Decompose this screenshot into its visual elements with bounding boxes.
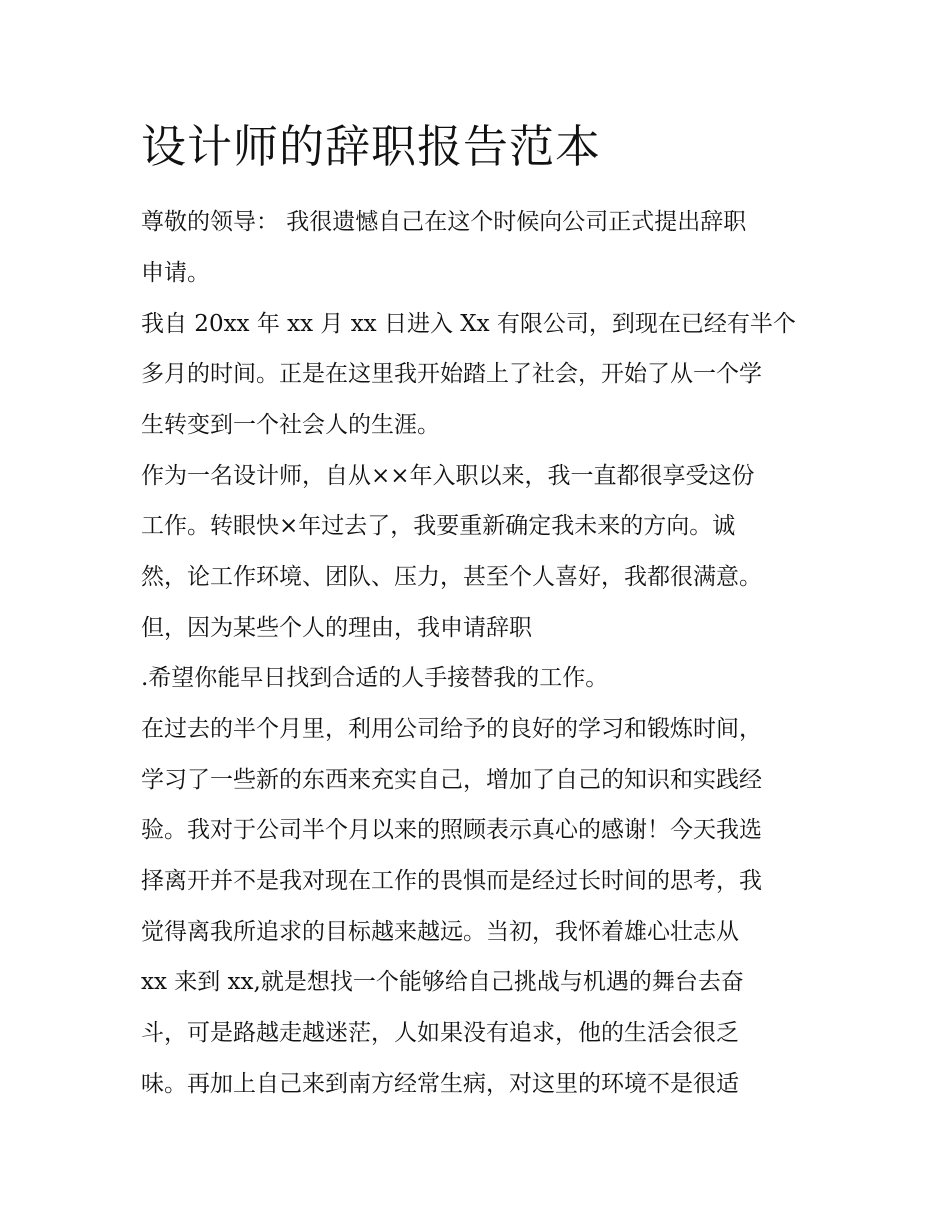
body-line: 然，论工作环境、团队、压力，甚至个人喜好，我都很满意。 [141,564,762,590]
body-line: 验。我对于公司半个月以来的照顾表示真心的感谢！今天我选 [141,817,762,843]
body-line: 但，因为某些个人的理由，我申请辞职 [141,615,532,641]
body-line: xx 来到 xx,就是想找一个能够给自己挑战与机遇的舞台去奋 [141,969,744,995]
document-title: 设计师的辞职报告范本 [141,120,602,173]
body-line: 择离开并不是我对现在工作的畏惧而是经过长时间的思考，我 [141,868,762,894]
body-line: 工作。转眼快×年过去了，我要重新确定我未来的方向。诚 [141,513,736,539]
body-line: 作为一名设计师，自从××年入职以来，我一直都很享受这份 [141,463,755,489]
body-line: 生转变到一个社会人的生涯。 [141,412,440,438]
body-line: 在过去的半个月里，利用公司给予的良好的学习和锻炼时间， [141,716,762,742]
body-line: 多月的时间。正是在这里我开始踏上了社会，开始了从一个学 [141,361,762,387]
body-line: .希望你能早日找到合适的人手接替我的工作。 [141,665,609,691]
body-line: 学习了一些新的东西来充实自己，增加了自己的知识和实践经 [141,767,762,793]
body-line: 味。再加上自己来到南方经常生病，对这里的环境不是很适 [141,1071,739,1097]
body-line: 申请。 [141,260,210,286]
body-line: 斗，可是路越走越迷茫，人如果没有追求，他的生活会很乏 [141,1020,739,1046]
body-line: 觉得离我所追求的目标越来越远。当初，我怀着雄心壮志从 [141,919,739,945]
body-line: 我自 20xx 年 xx 月 xx 日进入 Xx 有限公司，到现在已经有半个 [141,311,796,337]
body-line: 尊敬的领导： 我很遗憾自己在这个时候向公司正式提出辞职 [141,209,747,235]
